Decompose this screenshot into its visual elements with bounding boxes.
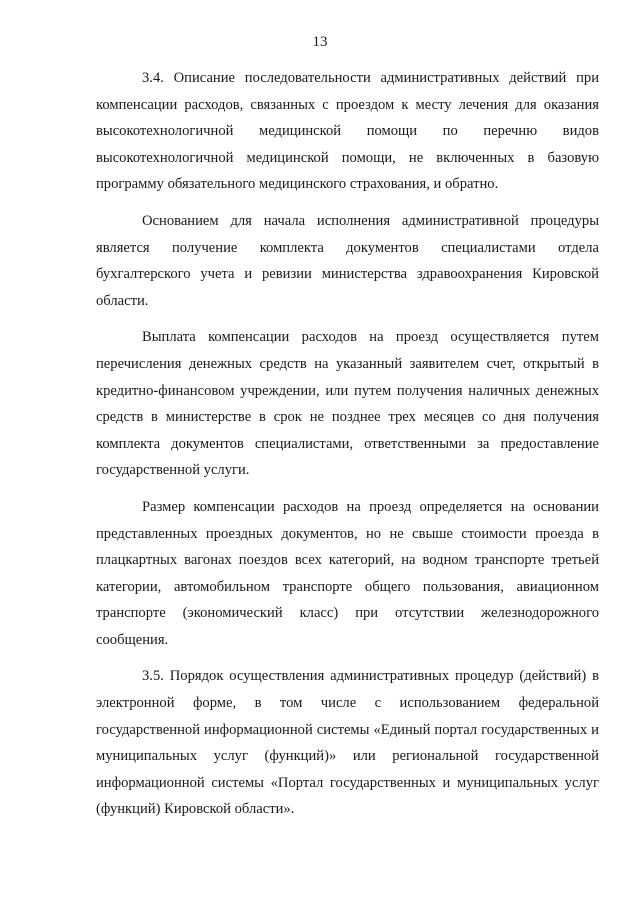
paragraph-3-4: 3.4. Описание последовательности административных действий при компенсации расходов, связанных с проездом к месту лечения для оказания высокотехнологичной медицинской помощи по перечню видов высокотехнологичной медицинской помощи, не включенных в базовую программу обязательного медицинского страхования, и обратно.	[96, 70, 599, 193]
paragraph-payment: Выплата компенсации расходов на проезд осуществляется путем перечисления денежных средств на указанный заявителем счет, открытый в кредитно-финансовом учреждении, или путем получения наличных денежных средств в министерстве в срок не позднее трех месяцев со дня получения комплекта документов специалистами, ответственными за предоставление государственной услуги.	[96, 329, 599, 479]
page-number: 13	[312, 34, 328, 50]
paragraph-compensation-size: Размер компенсации расходов на проезд определяется на основании представленных проездных документов, но не свыше стоимости проезда в плацкартных вагонах поездов всех категорий, на водном транспорте третьей категории, автомобильном транспорте общего пользования, авиационном транспорте (экономический класс) при отсутствии железнодорожного сообщения.	[96, 498, 599, 648]
document-body	[96, 65, 599, 823]
paragraph-procedure-basis: Основанием для начала исполнения административной процедуры является получение комплекта документов специалистами отдела бухгалтерского учета и ревизии министерства здравоохранения Кировской области.	[96, 212, 599, 309]
paragraph-3-5: 3.5. Порядок осуществления административных процедур (действий) в электронной форме, в том числе с использованием федеральной государственной информационной системы «Единый портал государственных и муниципальных услуг (функций)» или региональной государственной информационной системы «Портал государственных и муниципальных услуг (функций) Кировской области».	[96, 668, 599, 818]
